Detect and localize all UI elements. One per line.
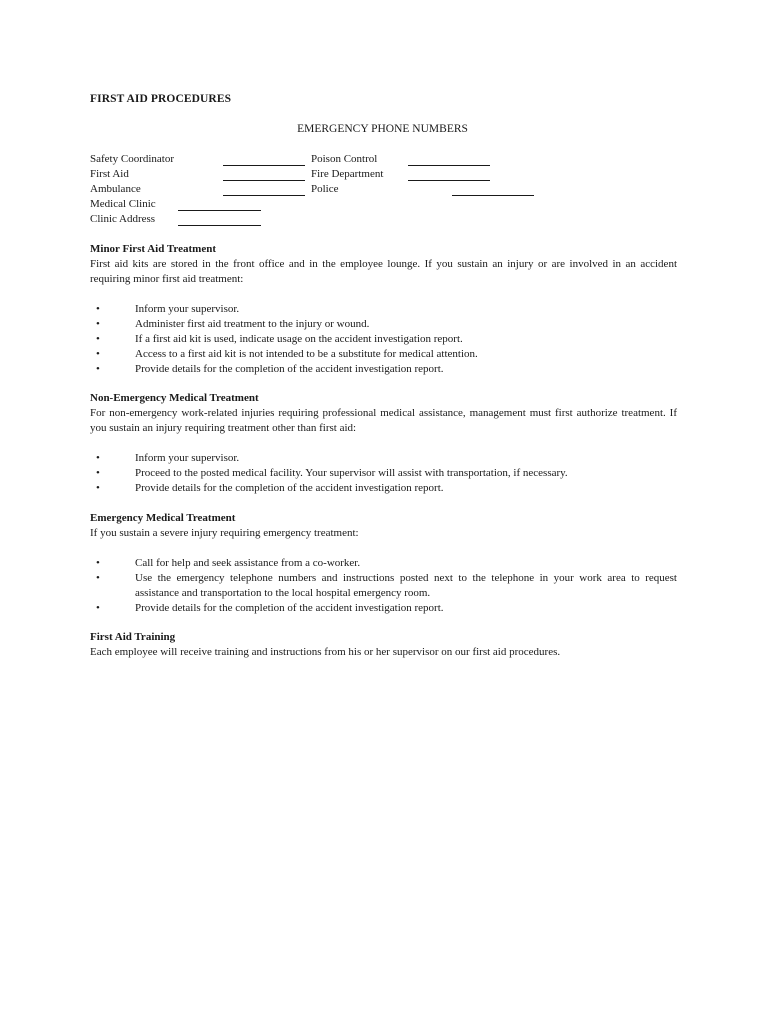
fire-department-blank (408, 180, 490, 181)
bullet-list (90, 302, 677, 377)
section-intro: If you sustain a severe injury requiring emergency treatment: (90, 527, 359, 539)
first-aid-label: First Aid (90, 168, 129, 180)
list-item-text: Inform your supervisor. (135, 452, 240, 464)
ambulance-label: Ambulance (90, 183, 141, 195)
list-item-text: Provide details for the completion of the accident investigation report. (135, 482, 444, 494)
list-item-text: Use the emergency telephone numbers and instructions posted next to the telephone in your work area to request assistance and transportation to the local hospital emergency room. (135, 572, 677, 599)
section-intro: For non-emergency work-related injuries requiring professional medical assistance, management must first authorize treatment. If you sustain an injury requiring treatment other than first aid: (90, 407, 677, 434)
medical-clinic-blank (178, 210, 261, 211)
bullet-glyph: • (96, 333, 100, 345)
bullet-glyph: • (96, 363, 100, 375)
police-blank (452, 195, 534, 196)
bullet-glyph: • (96, 467, 100, 479)
phone-numbers-heading-text: EMERGENCY PHONE NUMBERS (297, 123, 468, 135)
clinic-address-blank (178, 225, 261, 226)
section-emergency (90, 511, 677, 616)
poison-control-label: Poison Control (311, 153, 378, 165)
list-item (90, 302, 677, 317)
poison-control-blank (408, 165, 490, 166)
bullet-glyph: • (96, 572, 100, 584)
section-intro: First aid kits are stored in the front office and in the employee lounge. If you sustain an injury or are involved in an accident requiring minor first aid treatment: (90, 258, 677, 285)
bullet-glyph: • (96, 318, 100, 330)
list-item (90, 466, 677, 481)
list-item-text: Provide details for the completion of the accident investigation report. (135, 602, 444, 614)
section-heading: First Aid Training (90, 631, 176, 643)
list-item-text: Call for help and seek assistance from a co-worker. (135, 557, 361, 569)
list-item (90, 362, 677, 377)
list-item-text: Inform your supervisor. (135, 303, 240, 315)
safety-coordinator-label: Safety Coordinator (90, 153, 175, 165)
list-item-text: Provide details for the completion of the accident investigation report. (135, 363, 444, 375)
list-item-text: Administer first aid treatment to the injury or wound. (135, 318, 370, 330)
section-heading: Emergency Medical Treatment (90, 512, 236, 524)
list-item (90, 451, 677, 466)
fire-department-label: Fire Department (311, 168, 384, 180)
document-title: FIRST AID PROCEDURES (90, 93, 232, 105)
section-non-emergency (90, 391, 677, 496)
first-aid-blank (223, 180, 305, 181)
phone-numbers-heading (0, 123, 768, 135)
safety-coordinator-blank (223, 165, 305, 166)
list-item (90, 601, 677, 616)
clinic-address-label: Clinic Address (90, 213, 156, 225)
ambulance-blank (223, 195, 305, 196)
medical-clinic-label: Medical Clinic (90, 198, 156, 210)
section-training (90, 630, 677, 660)
bullet-glyph: • (96, 602, 100, 614)
bullet-glyph: • (96, 482, 100, 494)
list-item-text: Proceed to the posted medical facility. Your supervisor will assist with transportation, if necessary. (135, 467, 568, 479)
bullet-list (90, 451, 677, 496)
police-label: Police (311, 183, 339, 195)
section-minor-first-aid (90, 242, 677, 377)
bullet-glyph: • (96, 452, 100, 464)
list-item (90, 332, 677, 347)
list-item (90, 556, 677, 571)
list-item-text: Access to a first aid kit is not intended to be a substitute for medical attention. (135, 348, 478, 360)
list-item (90, 481, 677, 496)
section-intro: Each employee will receive training and instructions from his or her supervisor on our first aid procedures. (90, 646, 561, 658)
bullet-list (90, 556, 677, 616)
list-item (90, 317, 677, 332)
list-item (90, 571, 677, 601)
section-heading: Non-Emergency Medical Treatment (90, 392, 259, 404)
section-heading: Minor First Aid Treatment (90, 243, 216, 255)
list-item (90, 347, 677, 362)
list-item-text: If a first aid kit is used, indicate usage on the accident investigation report. (135, 333, 463, 345)
bullet-glyph: • (96, 557, 100, 569)
bullet-glyph: • (96, 303, 100, 315)
bullet-glyph: • (96, 348, 100, 360)
